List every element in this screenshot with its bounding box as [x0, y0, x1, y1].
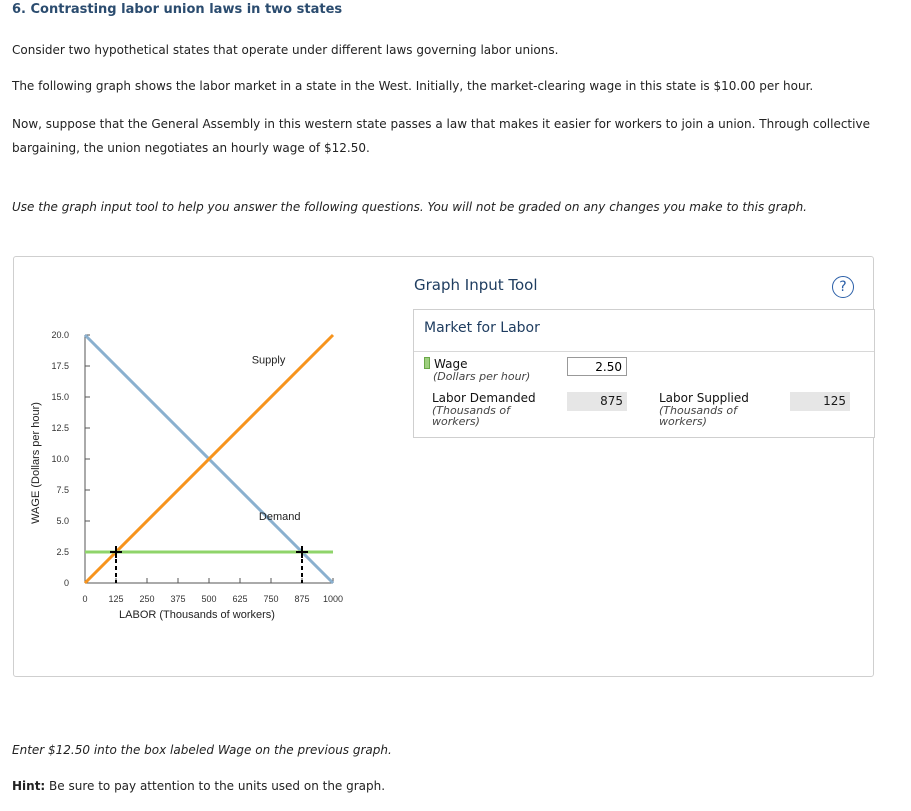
wage-swatch [424, 357, 430, 369]
graph-input-tool-title: Graph Input Tool [414, 276, 538, 294]
labor-supplied-marker[interactable] [108, 544, 124, 560]
help-icon[interactable]: ? [832, 276, 854, 298]
y-tick-label: 12.5 [51, 423, 69, 433]
wage-label-group [424, 357, 530, 382]
y-axis-label: WAGE (Dollars per hour) [30, 402, 42, 524]
y-tick-label: 10.0 [51, 454, 69, 464]
hint-label: Hint: [12, 779, 46, 793]
labor-supplied-unit-2: workers) [659, 415, 707, 428]
wage-unit: (Dollars per hour) [433, 370, 531, 383]
x-tick-label: 1000 [322, 594, 344, 604]
x-tick-label: 500 [201, 594, 217, 604]
y-tick-label: 20.0 [51, 330, 69, 340]
y-tick-label: 5.0 [56, 516, 69, 526]
labor-supplied-label: Labor Supplied [659, 391, 749, 405]
wage-input[interactable] [567, 357, 627, 376]
intro-paragraph: Consider two hypothetical states that operate under different laws governing labor unions. [12, 43, 559, 57]
labor-market-chart[interactable] [14, 257, 404, 657]
y-tick-label: 17.5 [51, 361, 69, 371]
west-state-paragraph: The following graph shows the labor market in a state in the West. Initially, the market-clearing wage in this state is $10.00 per hour. [12, 79, 814, 93]
x-tick-label: 875 [294, 594, 310, 604]
divider [414, 351, 874, 352]
x-tick-label: 0 [82, 594, 88, 604]
labor-demanded-label-group [432, 391, 536, 427]
labor-supplied-label-group [659, 391, 749, 427]
labor-demanded-marker[interactable] [294, 544, 310, 560]
x-axis-label: LABOR (Thousands of workers) [119, 609, 275, 621]
labor-demanded-value: 875 [567, 392, 627, 411]
supply-curve-label: Supply [251, 354, 286, 367]
y-tick-label: 0 [63, 578, 69, 588]
hint [12, 779, 385, 793]
labor-demanded-unit: (Thousands of [432, 404, 510, 417]
question-title: 6. Contrasting labor union laws in two states [12, 2, 343, 17]
labor-demanded-label: Labor Demanded [432, 391, 536, 405]
footer-instruction: Enter $12.50 into the box labeled Wage on the previous graph. [12, 743, 392, 757]
y-tick-label: 7.5 [56, 485, 69, 495]
labor-supplied-value: 125 [790, 392, 850, 411]
graph-input-tool [413, 309, 875, 438]
x-tick-label: 750 [263, 594, 279, 604]
union-law-paragraph: Now, suppose that the General Assembly in this western state passes a law that makes it easier for workers to join a union. Through collective bargaining, the union negotiates an hourly wage of $12.50. [12, 117, 870, 155]
demand-curve-label: Demand [258, 510, 301, 523]
wage-label: Wage [434, 357, 468, 371]
x-tick-label: 250 [139, 594, 155, 604]
x-tick-label: 625 [232, 594, 248, 604]
y-tick-label: 2.5 [56, 547, 69, 557]
labor-demanded-unit-2: workers) [432, 415, 480, 428]
graph-instruction: Use the graph input tool to help you answer the following questions. You will not be graded on any changes you make to this graph. [12, 200, 807, 214]
y-tick-label: 15.0 [51, 392, 69, 402]
hint-text: Be sure to pay attention to the units used on the graph. [45, 779, 386, 793]
x-tick-label: 375 [170, 594, 186, 604]
x-tick-label: 125 [108, 594, 124, 604]
graph-panel [13, 256, 874, 677]
market-title: Market for Labor [424, 320, 540, 336]
labor-supplied-unit: (Thousands of [659, 404, 737, 417]
